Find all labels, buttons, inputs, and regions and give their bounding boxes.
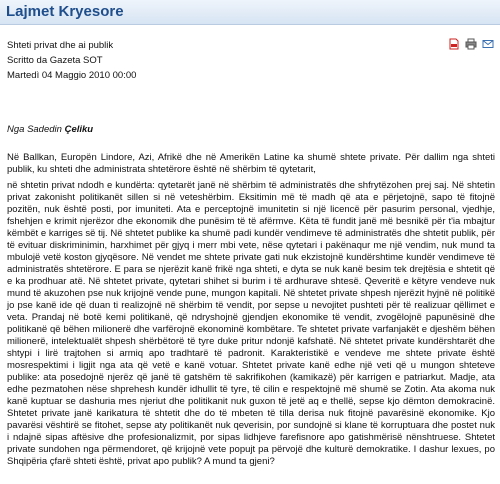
article-intro: Në Ballkan, Europën Lindore, Azi, Afrikë dhe në Amerikën Latine ka shumë shtete private. Për dallim nga shteti publik, ku shteti dhe administrata shtetërore është në shërbim të qytetarit, [7,152,495,175]
pdf-icon[interactable] [448,38,460,50]
article-source: Scritto da Gazeta SOT [7,55,103,66]
author-name: Çeliku [64,124,94,135]
article-actions [448,38,494,50]
article-author [7,124,93,135]
article-body: në shtetin privat ndodh e kundërta: qytetarët janë në shërbim të administratës dhe shfrytëzohen prej saj. Në shtetin privat zakonisht politikanët sillen si në veteshërbim. Eksitimin më të madh që ata e përjetojnë, sapo të fitojnë pozitën, nuk është posti, por imuniteti. Ata e perceptojnë imunitetin si një licencë për pasurim personal, vjedhje, fshehjen e krimit njerëzor dhe ekonomik dhe punësim të të afërmve. Këta të fundit janë më besnikë për t'ia mbajtur këmbët e karriges së tij. Në shtetet publike ka shumë padi kundër vendimeve të administratës dhe shtetit publik, për të evituar diskriminimin, harxhimet për gjyq i merr mbi vete, nëse qytetari i pakënaqur me një vendim, nuk mund ta mbulojë vetë koston gjyqësore. Në vendet me shtete private gati nuk ekzistojnë kundërshtime kundër vendimeve të administratës shtetërore. E para se njerëzit kanë frikë nga shteti, e dyta se nuk kanë besim tek drejtësia e shtetit që e ka prodhuar atë. Në shtetet private, qytetari shihet si burim i të ardhurave shtesë. Qeveritë e këtyre vendeve nuk mund të akuzohen pse nuk krijojnë vende pune, mungon kapitali. Në shtetet private shpesh njerëzit hyjnë në politikë jo pse kanë ide që duan ti realizojnë në shërbim të vendit, por sepse u nevojitet pushteti për të realizuar qëllimet e veta. Prandaj në botë kemi politikanë, që ndryshojnë gjendjen ekonomike të vendit, zvogëlojnë papunësinë dhe politikanë që bëhen milionerë dhe varfërojnë ekonominë kombëtare. Te shtetet private varfanjakët e djeshëm bëhen milionerë, intelektualët shpesh shërbëtorë të tyre duke pritur ndonjë kafshatë. Në shtetet private kundërshtarët dhe shtypi i lirë trajtohen si armiq apo tradhtarë të padronit. Karakteristikë e vendeve me shtete private është mosrespektimi i ligjit nga ata që vetë e kanë votuar. Shtetet private kanë edhe një veti që u mungon shteteve publike: ata posedojnë njerëz që janë të gatshëm të sakrifikohen (kamikazë) për karrigen e patriarkut. Madje, ata edhe pezmatohen nëse shprehesh kundër idhullit të tyre, të cilin e respektojnë më shumë se Zotin. Ata akoma nuk kanë kuptuar se dashuria mes njeriut dhe politikanit nuk guxon të jetë aq e thellë, sepse kjo dëmton demokracinë. Shtetet private janë karikatura të shtetit dhe do të mbeten të tilla derisa nuk fitojnë pavarësinë ekonomike. Kjo pavarësi vështirë se fitohet, sepse aty politikanët nuk qeverisin, por sundojnë si klane të korruptuara dhe postet nuk i ndajnë sipas aftësive dhe profesionalizmit, por sipas lidhjeve farefisnore apo gatishmërisë nënshtruese. Shtetet private sundohen nga përmendoret, që krijojnë vete popujt pa përvojë dhe kulturë demokratike. I dashur lexues, po Shqipëria çfarë shteti është, privat apo publik? A mund ta gjeni? [7,180,495,467]
section-title: Lajmet Kryesore [6,3,124,20]
author-prefix: Nga Sadedin [7,124,65,135]
article-date: Martedì 04 Maggio 2010 00:00 [7,70,137,81]
print-icon[interactable] [465,38,477,50]
article-headline: Shteti privat dhe ai publik [7,40,114,51]
section-header [0,0,500,25]
email-icon[interactable] [482,38,494,50]
